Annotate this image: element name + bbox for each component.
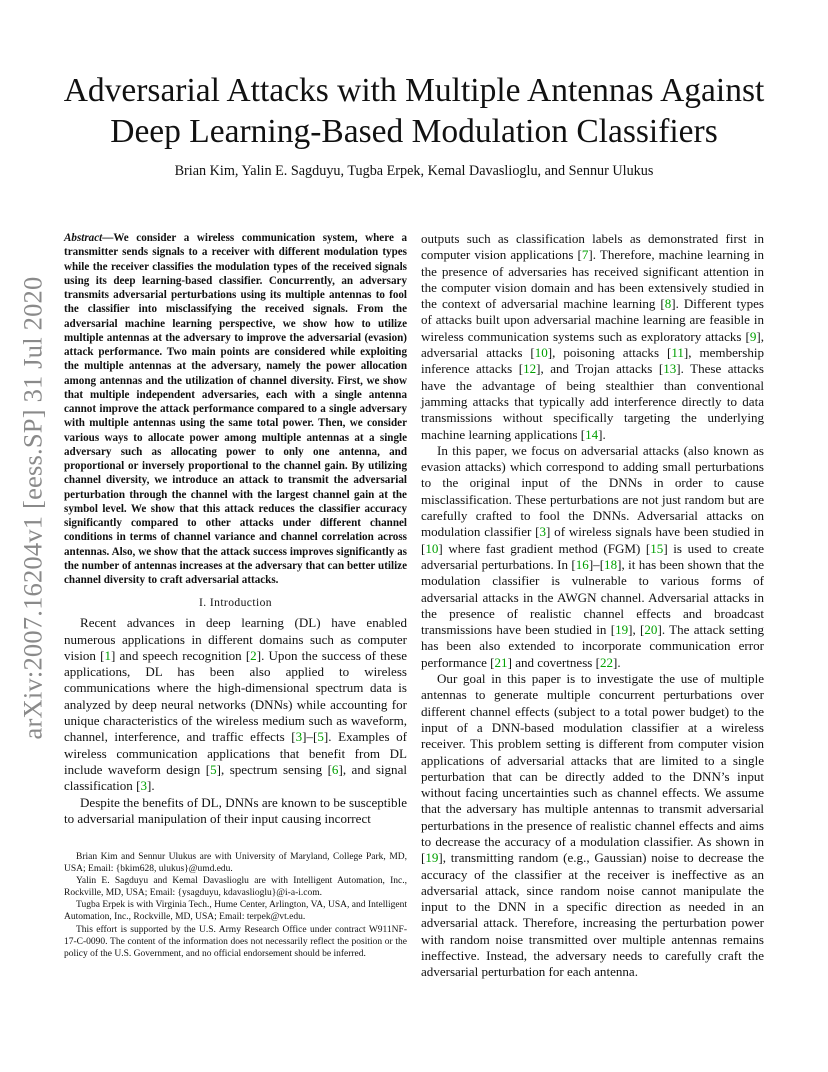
citation-link[interactable]: 5	[210, 761, 217, 777]
citation-link[interactable]: 13	[663, 361, 677, 377]
citation-link[interactable]: 16	[575, 556, 589, 572]
citation-link[interactable]: 12	[523, 361, 537, 377]
citation-link[interactable]: 3	[539, 524, 547, 540]
citation-link[interactable]: 6	[331, 761, 339, 777]
footnote: Yalin E. Sagduyu and Kemal Davaslioglu are with Intelligent Automation, Inc., Rockville, MD, USA; Email: {ysagduyu, kdavaslioglu}@i-a-i.com.	[64, 876, 407, 899]
paragraph: Recent advances in deep learning (DL) have enabled numerous applications in different domains such as computer vision [1] and speech recognition [2]. Upon the success of these applications, DL has been also applied to wireless communications where the high-dimensional spectrum data is analyzed by deep neural networks (DNNs) while accounting for unique characteristics of the wireless medium such as waveform, channel, interference, and traffic effects [3]–[5]. Examples of wireless communication applications that benefit from DL include waveform design [5], spectrum sensing [6], and signal classification [3].	[64, 615, 407, 794]
arxiv-identifier: arXiv:2007.16204v1 [eess.SP] 31 Jul 2020	[17, 276, 48, 740]
paragraph: outputs such as classification labels as demonstrated first in computer vision applications [7]. Therefore, machine learning in the presence of adversaries has received significant attention in the computer vision domain and has been extensively studied in the context of adversarial machine learning [8]. Different types of attacks built upon adversarial machine learning are feasible in wireless communication systems such as exploratory attacks [9], adversarial attacks [10], poisoning attacks [11], membership inference attacks [12], and Trojan attacks [13]. These attacks have the advantage of being stealthier than conventional jamming attacks that typically add interference directly to data transmissions without specifically targeting the underlying machine learning applications [14].	[421, 231, 765, 442]
citation-link[interactable]: 14	[585, 426, 599, 442]
footnote: This effort is supported by the U.S. Army Research Office under contract W911NF-17-C-0090. The content of the information does not necessarily reflect the position or the policy of the U.S. Government, and no official endorsement should be inferred.	[64, 924, 407, 959]
title-line-1: Adversarial Attacks with Multiple Antennas Against	[63, 72, 765, 109]
citation-link[interactable]: 3	[295, 729, 303, 745]
arxiv-sidebar	[10, 258, 56, 758]
citation-link[interactable]: 8	[664, 296, 672, 312]
abstract	[64, 231, 407, 587]
citation-link[interactable]: 18	[604, 556, 618, 572]
left-column	[64, 231, 407, 827]
citation-link[interactable]: 2	[250, 647, 257, 663]
citation-link[interactable]: 19	[425, 850, 439, 866]
citation-link[interactable]: 9	[749, 328, 757, 344]
abstract-label: Abstract	[64, 232, 103, 244]
citation-link[interactable]: 20	[644, 622, 658, 638]
citation-link[interactable]: 10	[534, 345, 548, 361]
title-line-2: Deep Learning-Based Modulation Classifiers	[110, 113, 718, 150]
citation-link[interactable]: 10	[425, 540, 439, 556]
citation-link[interactable]: 1	[104, 647, 111, 663]
footnotes	[64, 851, 407, 960]
citation-link[interactable]: 15	[650, 540, 664, 556]
footnote: Brian Kim and Sennur Ulukus are with University of Maryland, College Park, MD, USA; Email: {bkim628, ulukus}@umd.edu.	[64, 852, 407, 875]
citation-link[interactable]: 11	[671, 345, 684, 361]
right-column	[421, 231, 764, 981]
paragraph: In this paper, we focus on adversarial attacks (also known as evasion attacks) which correspond to adding small perturbations to the original input of the DNNs in order to cause misclassification. These perturbations are not just random but are carefully crafted to fool the DNNs. Adversarial attacks on modulation classifier [3] of wireless signals have been studied in [10] where fast gradient method (FGM) [15] is used to create adversarial perturbations. In [16]–[18], it has been shown that the modulation classifier is vulnerable to various forms of adversarial attacks in the AWGN channel. Adversarial attacks in the presence of realistic channel effects and broadcast transmissions have been studied in [19], [20]. The attack setting has been also extended to incorporate communication error performance [21] and covertness [22].	[421, 442, 765, 670]
citation-link[interactable]: 3	[140, 778, 147, 794]
citation-link[interactable]: 7	[581, 247, 589, 263]
abstract-text: —We consider a wireless communication system, where a transmitter sends signals to a receiver with different modulation types while the receiver classifies the modulation types of the received signals using its deep learning-based classifier. Concurrently, an adversary transmits adversarial perturbations using its multiple antennas to fool the classifier into misclassifying the received signals. From the adversarial machine learning perspective, we show how to utilize multiple antennas at the adversary to improve the adversarial (evasion) attack performance. Two main points are considered while exploiting the multiple antennas at the adversary, namely the power allocation among antennas and the utilization of channel diversity. First, we show that multiple independent adversaries, each with a single antenna cannot improve the attack performance compared to a single adversary with multiple antennas using the same total power. Then, we consider various ways to allocate power among multiple antennas at a single adversary such as allocating power to only one antenna, and proportional or inversely proportional to the channel gain. By utilizing channel diversity, we introduce an attack to transmit the adversarial perturbation through the channel with the largest channel gain at the symbol level. We show that this attack reduces the classifier accuracy significantly compared to other attacks under different channel conditions in terms of channel variance and channel correlation across antennas. Also, we show that the attack success improves significantly as the number of antennas increases at the adversary that can better utilize channel diversity to craft adversarial attacks.	[64, 232, 407, 586]
section-heading-introduction: I. Introduction	[199, 596, 272, 610]
paper-title	[40, 70, 788, 152]
citation-link[interactable]: 21	[494, 654, 508, 670]
footnote: Tugba Erpek is with Virginia Tech., Hume Center, Arlington, VA, USA, and Intelligent Automation, Inc., Rockville, MD, USA; Email: terpek@vt.edu.	[64, 900, 407, 923]
paragraph: Our goal in this paper is to investigate the use of multiple antennas to generate multiple concurrent perturbations over different channel effects (subject to a total power budget) to the input of a DNN-based modulation classifier at a wireless receiver. This problem setting is different from computer vision applications of adversarial attacks that are limited to a single perturbation that can be directly added to the DNN’s input without facing uncertainties such as channel effects. We assume that the adversary has multiple antennas to transmit adversarial perturbations in the presence of realistic channel effects and aims to decrease the accuracy of a modulation classifier. As shown in [19], transmitting random (e.g., Gaussian) noise to decrease the accuracy of the classifier at the receiver is ineffective as an adversarial attack, since random noise cannot manipulate the input to the DNN in a specific direction as needed in an adversarial attack. Therefore, increasing the perturbation power with random noise transmitted over multiple antennas remains ineffective. Instead, the adversary needs to carefully craft the adversarial perturbation for each antenna.	[421, 671, 764, 980]
paragraph: Despite the benefits of DL, DNNs are known to be susceptible to adversarial manipulation of their input causing incorrect	[64, 794, 407, 826]
citation-link[interactable]: 5	[317, 729, 324, 745]
citation-link[interactable]: 19	[615, 622, 629, 638]
citation-link[interactable]: 22	[599, 654, 614, 670]
author-list: Brian Kim, Yalin E. Sagduyu, Tugba Erpek, Kemal Davaslioglu, and Sennur Ulukus	[174, 163, 654, 179]
